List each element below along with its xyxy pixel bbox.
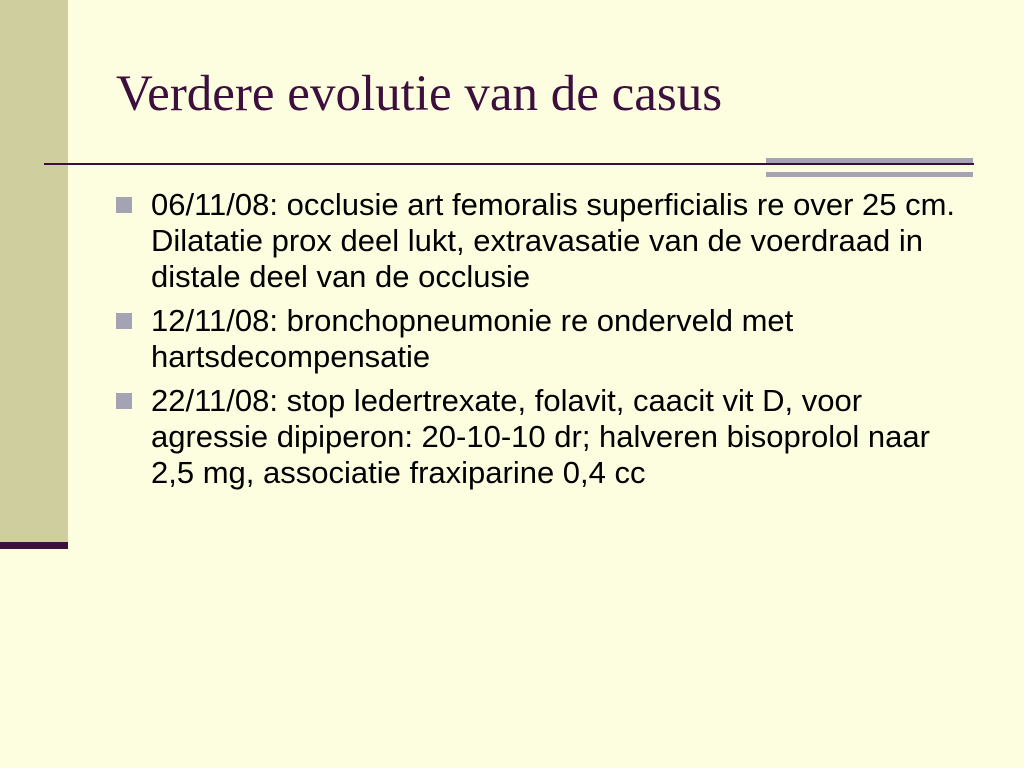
left-decorative-band xyxy=(0,0,68,542)
bullet-text: 12/11/08: bronchopneumonie re onderveld met hartsdecompensatie xyxy=(151,303,794,374)
bullet-text: 06/11/08: occlusie art femoralis superficialis re over 25 cm. Dilatatie prox deel lukt, extravasatie van de voerdraad in distale deel van de occlusie xyxy=(151,187,956,294)
bullet-item xyxy=(114,383,964,491)
square-bullet-icon xyxy=(116,393,132,409)
left-band-underline xyxy=(0,542,68,549)
bullet-item xyxy=(114,303,964,375)
slide-title: Verdere evolutie van de casus xyxy=(116,66,723,122)
bullet-text: 22/11/08: stop ledertrexate, folavit, caacit vit D, voor agressie dipiperon: 20-10-10 dr; halveren bisoprolol naar 2,5 mg, associatie fraxiparine 0,4 cc xyxy=(151,383,930,490)
accent-bar-top xyxy=(766,158,973,163)
square-bullet-icon xyxy=(116,313,132,329)
accent-bar-bottom xyxy=(766,172,973,177)
square-bullet-icon xyxy=(116,197,132,213)
bullet-list xyxy=(114,187,964,499)
title-divider xyxy=(44,163,974,165)
bullet-item xyxy=(114,187,964,295)
